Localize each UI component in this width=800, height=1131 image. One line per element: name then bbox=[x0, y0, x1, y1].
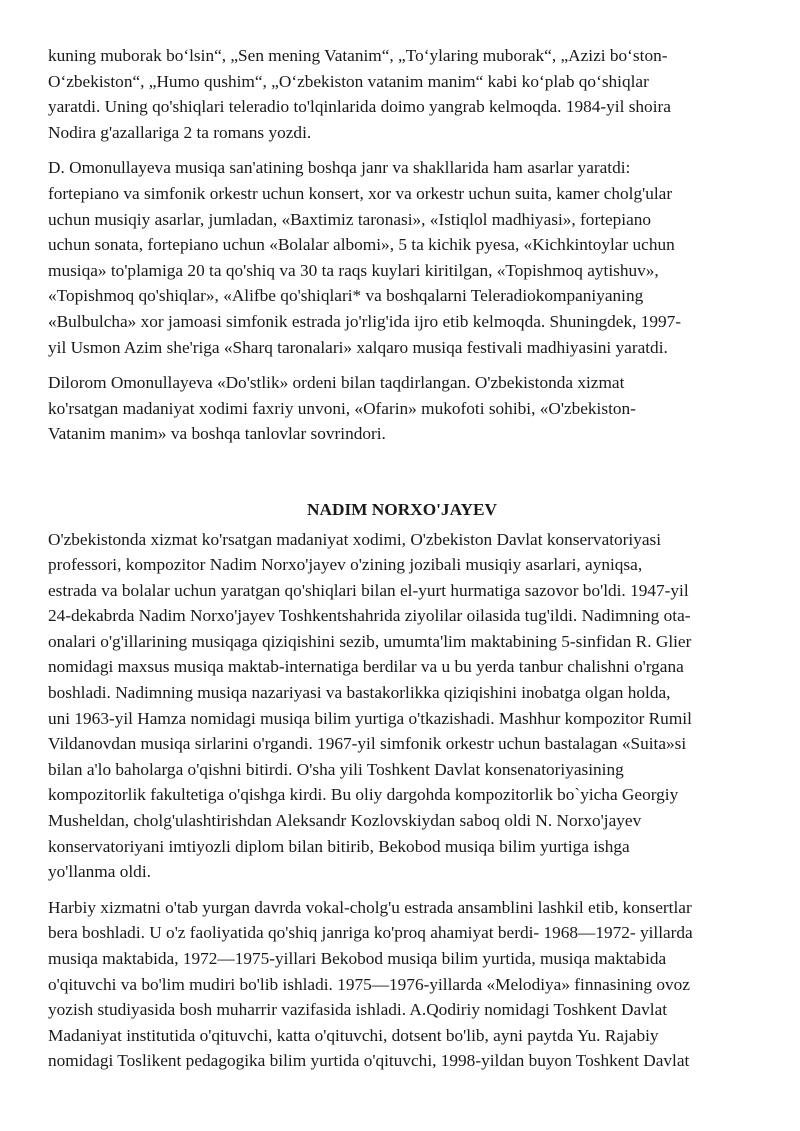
paragraph bbox=[48, 155, 756, 360]
text-line: Harbiy xizmatni o'tab yurgan davrda vokal-cholg'u estrada ansamblini lashkil etib, konsertlar bbox=[48, 897, 692, 917]
text-line: Vatanim manim» va boshqa tanlovlar sovrindori. bbox=[48, 424, 386, 444]
text-line: ko'rsatgan madaniyat xodimi faxriy unvoni, «Ofarin» mukofoti sohibi, «O'zbekiston- bbox=[48, 398, 636, 418]
text-line: Dilorom Omonullayeva «Do'stlik» ordeni bilan taqdirlangan. O'zbekistonda xizmat bbox=[48, 373, 625, 393]
text-line: «Topishmoq qo'shiqlar», «Alifbe qo'shiqlari* va boshqalarni Teleradiokompaniyaning bbox=[48, 286, 644, 306]
text-line: fortepiano va simfonik orkestr uchun konsert, xor va orkestr uchun suita, kamer cholg'ular bbox=[48, 183, 673, 203]
text-line: nomidagi maxsus musiqa maktab-internatiga berdilar va u bu yerda tanbur chalishni o'rgana bbox=[48, 657, 684, 677]
text-line: yil Usmon Azim she'riga «Sharq taronalari» xalqaro musiqa festivali madhiyasini yaratdi. bbox=[48, 337, 668, 357]
text-line: onalari o'g'illarining musiqaga qiziqishini sezib, umumta'lim maktabining 5-sinfidan R. Glier bbox=[48, 631, 692, 651]
text-line: Nodira g'azallariga 2 ta romans yozdi. bbox=[48, 122, 312, 142]
document-page bbox=[48, 43, 756, 1084]
text-line: «Bulbulcha» xor jamoasi simfonik estrada jo'rlig'ida ijro etib kelmoqda. Shuningdek, 1997- bbox=[48, 311, 682, 331]
text-line: kompozitorlik fakultetiga o'qishga kirdi. Bu oliy dargohda kompozitorlik bo`yicha Georgiy bbox=[48, 785, 679, 805]
text-line: D. Omonullayeva musiqa san'atining boshqa janr va shakllarida ham asarlar yaratdi: bbox=[48, 158, 631, 178]
text-line: uchun musiqiy asarlar, jumladan, «Baxtimiz taronasi», «Istiqlol madhiyasi», fortepiano bbox=[48, 209, 652, 229]
text-line: uchun sonata, fortepiano uchun «Bolalar albomi», 5 ta kichik pyesa, «Kichkintoylar uchun bbox=[48, 235, 675, 255]
text-line: O‘zbekiston“, „Humo qushim“, „O‘zbekiston vatanim manim“ kabi ko‘plab qo‘shiqlar bbox=[48, 71, 649, 91]
text-line: boshladi. Nadimning musiqa nazariyasi va bastakorlikka qiziqishini inobatga olgan holda, bbox=[48, 683, 671, 703]
biography-omonullayeva-section bbox=[48, 43, 756, 447]
biography-norxojayev-section bbox=[48, 527, 756, 1074]
paragraph bbox=[48, 895, 756, 1074]
text-line: uni 1963-yil Hamza nomidagi musiqa bilim yurtiga o'tkazishadi. Mashhur kompozitor Rumil bbox=[48, 708, 692, 728]
text-line: professori, kompozitor Nadim Norxo'jayev o'zining jozibali musiqiy asarlari, ayniqsa, bbox=[48, 555, 643, 575]
text-line: kuning muborak bo‘lsin“, „Sen mening Vatanim“, „To‘ylaring muborak“, „Azizi bo‘ston- bbox=[48, 46, 668, 65]
text-line: Musheldan, cholg'ulashtirishdan Aleksandr Kozlovskiydan saboq oldi N. Norxo'jayev bbox=[48, 811, 642, 831]
paragraph bbox=[48, 527, 756, 885]
paragraph bbox=[48, 43, 756, 145]
text-line: O'zbekistonda xizmat ko'rsatgan madaniyat xodimi, O'zbekiston Davlat konservatoriyasi bbox=[48, 529, 662, 549]
text-line: musiqa» to'plamiga 20 ta qo'shiq va 30 ta raqs kuylari kiritilgan, «Topishmoq aytishuv», bbox=[48, 260, 659, 280]
text-line: konservatoriyani imtiyozli diplom bilan bitirib, Bekobod musiqa bilim yurtiga ishga bbox=[48, 836, 630, 856]
text-line: estrada va bolalar uchun yaratgan qo'shiqlari bilan el-yurt hurmatiga sazovor bo'ldi. 1947-yil bbox=[48, 580, 689, 600]
text-line: yaratdi. Uning qo'shiqlari teleradio to'lqinlarida doimo yangrab kelmoqda. 1984-yil shoira bbox=[48, 97, 671, 117]
text-line: o'qituvchi va bo'lim mudiri bo'lib ishladi. 1975—1976-yillarda «Melodiya» finnasining ovoz bbox=[48, 974, 690, 994]
text-line: nomidagi Toslikent pedagogika bilim yurtida o'qituvchi, 1998-yildan buyon Toshkent Davlat bbox=[48, 1051, 690, 1071]
section-heading: NADIM NORXO'JAYEV bbox=[307, 499, 497, 519]
text-line: bilan a'lo baholarga o'qishni bitirdi. O'sha yili Toshkent Davlat konsenatoriyasining bbox=[48, 759, 624, 779]
text-line: musiqa maktabida, 1972—1975-yillari Bekobod musiqa bilim yurtida, musiqa maktabida bbox=[48, 949, 667, 968]
text-line: 24-dekabrda Nadim Norxo'jayev Toshkentshahrida ziyolilar oilasida tug'ildi. Nadimning ota- bbox=[48, 606, 691, 626]
text-line: Madaniyat institutida o'qituvchi, katta o'qituvchi, dotsent bo'lib, ayni paytda Yu. Rajabiy bbox=[48, 1025, 659, 1045]
text-line: yo'llanma oldi. bbox=[48, 862, 151, 882]
text-line: yozish studiyasida bosh muharrir vazifasida ishladi. A.Qodiriy nomidagi Toshkent Davlat bbox=[48, 1000, 668, 1020]
text-line: Vildanovdan musiqa sirlarini o'rgandi. 1967-yil simfonik orkestr uchun bastalagan «Suita»si bbox=[48, 734, 687, 754]
text-line: bera boshladi. U o'z faoliyatida qo'shiq janriga ko'proq ahamiyat berdi- 1968—1972- yillarda bbox=[48, 923, 693, 943]
paragraph bbox=[48, 370, 756, 447]
